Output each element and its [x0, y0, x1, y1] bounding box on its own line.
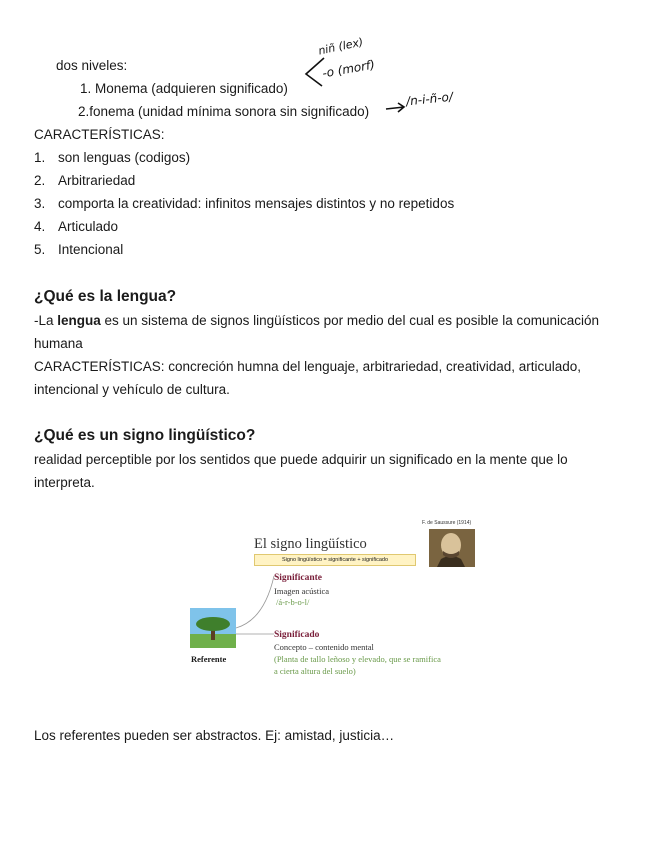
significante-text: Imagen acústica — [274, 586, 329, 596]
signo-heading: ¿Qué es un signo lingüístico? — [34, 427, 256, 444]
caracteristicas-heading: CARACTERÍSTICAS: — [34, 127, 165, 142]
list-item: 2. Arbitrariedad — [34, 173, 136, 188]
nivel-fonema: 2.fonema (unidad mínima sonora sin significado) — [78, 104, 370, 119]
lengua-caracteristicas: CARACTERÍSTICAS: concreción humna del lenguaje, arbitrariedad, creatividad, articulado, intencional y vehículo de cultura. — [34, 359, 582, 397]
portrait-caption: F. de Saussure (1914) — [422, 520, 472, 526]
list-item: 4. Articulado — [34, 219, 119, 234]
nivel-monema: 1. Monema (adquieren significado) — [80, 81, 288, 96]
lengua-definition: -La lengua es un sistema de signos lingüísticos por medio del cual es posible la comunicación humana — [34, 313, 600, 351]
diagram-title: El signo lingüístico — [254, 536, 367, 552]
handwritten-fonemas: /n-i-ñ-o/ — [405, 89, 454, 109]
tree-image — [190, 608, 236, 648]
significado-text: Concepto – contenido mental — [274, 642, 374, 652]
signo-definition: realidad perceptible por los sentidos que puede adquirir un significado en la mente que lo interpreta. — [34, 452, 568, 490]
handwritten-morfema: -o (morf) — [321, 57, 376, 81]
significado-example-1: (Planta de tallo leñoso y elevado, que se ramifica — [274, 654, 441, 664]
signo-diagram — [186, 515, 486, 690]
significante-title: Significante — [274, 573, 323, 583]
significado-title: Significado — [274, 630, 320, 640]
referentes-note: Los referentes pueden ser abstractos. Ej: amistad, justicia… — [34, 728, 395, 743]
list-item: 5. Intencional — [34, 242, 124, 257]
diagram-formula: Signo lingüístico = significante + significado — [254, 554, 416, 566]
significante-example: /á-r-b-o-l/ — [276, 597, 310, 607]
lengua-heading: ¿Qué es la lengua? — [34, 288, 177, 305]
list-item: 1. son lenguas (codigos) — [34, 150, 191, 165]
handwritten-lexema: niñ (lex) — [317, 35, 365, 58]
saussure-portrait — [429, 529, 475, 567]
referente-label: Referente — [191, 654, 227, 664]
niveles-intro: dos niveles: — [56, 58, 128, 73]
list-item: 3. comporta la creatividad: infinitos mensajes distintos y no repetidos — [34, 196, 455, 211]
arrow-annotation — [384, 100, 408, 116]
significado-example-2: a cierta altura del suelo) — [274, 666, 356, 676]
